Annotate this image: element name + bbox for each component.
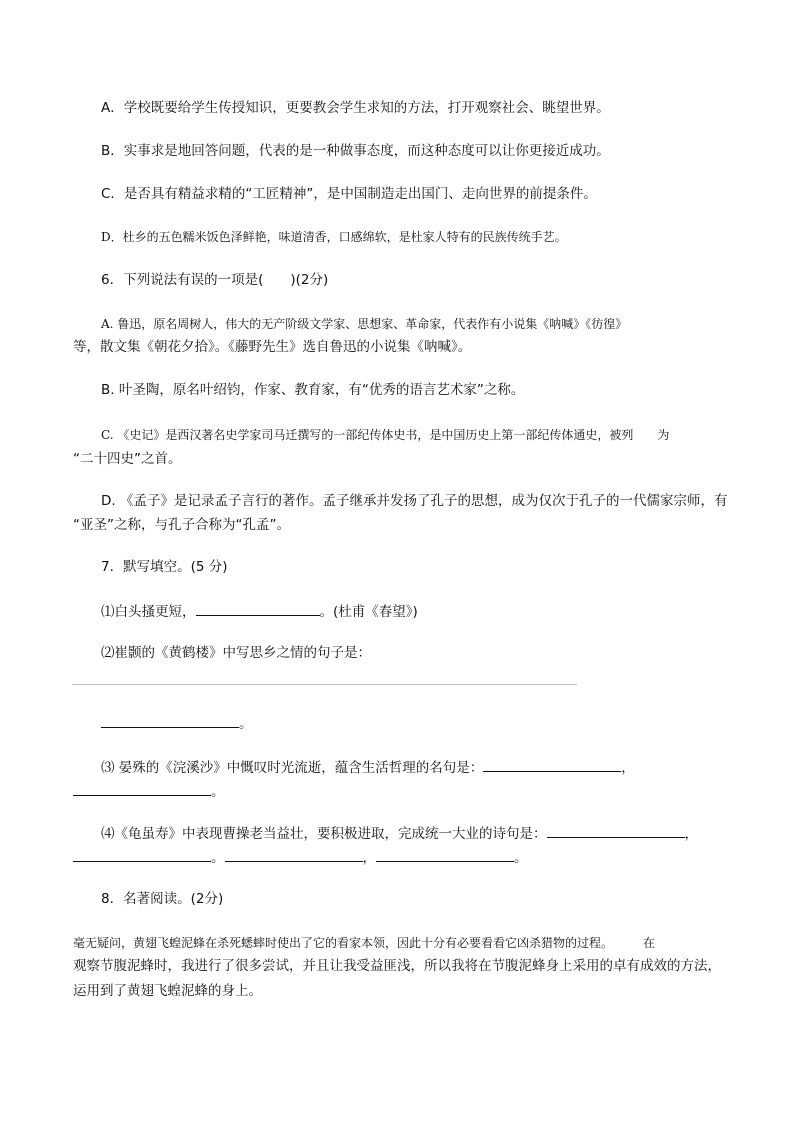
q6-option-d-line2: “亚圣”之称，与孔子合称为“孔孟”。 <box>73 517 290 533</box>
q7-part2-prompt: ⑵崔颢的《黄鹤楼》中写思乡之情的句子是： <box>101 645 371 661</box>
q7-part1-source: 。(杜甫《春望》) <box>319 604 418 620</box>
q7-part2-answer <box>101 713 253 733</box>
q7-part3-cont <box>73 781 225 801</box>
q7-part4-blank-1[interactable] <box>547 823 685 838</box>
q6-option-d-line1: D. 《孟子》是记录孟子言行的著作。孟子继承并发扬了孔子的思想，成为仅次于孔子的一代儒家宗师，有 <box>101 493 728 509</box>
q7-part2-end: 。 <box>239 716 253 732</box>
q7-part4 <box>101 823 698 843</box>
q7-part3 <box>101 757 635 777</box>
q7-part4-blank-3[interactable] <box>225 847 363 862</box>
q7-part3-prompt: ⑶ 晏殊的《浣溪沙》中慨叹时光流逝，蕴含生活哲理的名句是： <box>101 760 484 776</box>
q7-part4-blank-4[interactable] <box>376 847 514 862</box>
q8-passage-line2: 观察节腹泥蜂时，我进行了很多尝试，并且让我受益匪浅，所以我将在节腹泥蜂身上采用的卓有成效的方法， <box>73 958 721 974</box>
q5-option-d: D．杜乡的五色糯米饭色泽鲜艳，味道清香，口感绵软，是杜家人特有的民族传统手艺。 <box>101 230 567 244</box>
q5-option-c: C．是否具有精益求精的“工匠精神”，是中国制造走出国门、走向世界的前提条件。 <box>101 186 597 202</box>
q7-part1 <box>101 601 418 621</box>
q7-part4-comma2: ， <box>362 850 376 866</box>
answer-rule <box>72 684 577 685</box>
q7-part4-mid: 。 <box>211 850 225 866</box>
q6-option-a-line1: A. 鲁迅，原名周树人，伟大的无产阶级文学家、思想家、革命家，代表作有小说集《呐喊》《彷徨》 <box>101 317 628 331</box>
q6-option-a-line2: 等，散文集《朝花夕拾》。《藤野先生》选自鲁迅的小说集《呐喊》。 <box>73 339 472 355</box>
q7-part1-prompt: ⑴白头搔更短， <box>101 604 196 620</box>
q6-option-b: B. 叶圣陶，原名叶绍钧，作家、教育家，有“优秀的语言艺术家”之称。 <box>101 382 525 398</box>
q7-part4-blank-2[interactable] <box>73 847 211 862</box>
q5-option-b: B．实事求是地回答问题，代表的是一种做事态度，而这种态度可以让你更接近成功。 <box>101 143 610 159</box>
q7-part1-blank[interactable] <box>196 601 320 616</box>
q7-part3-comma: ， <box>621 760 635 776</box>
q8-passage-line3: 运用到了黄翅飞蝗泥蜂的身上。 <box>73 983 262 999</box>
q7-part3-end: 。 <box>211 784 225 800</box>
q7-part2-blank[interactable] <box>101 713 239 728</box>
q7-part3-blank-1[interactable] <box>483 757 621 772</box>
q6-stem: 6．下列说法有误的一项是( )(2分) <box>101 272 329 288</box>
q5-option-a: A．学校既要给学生传授知识，更要教会学生求知的方法，打开观察社会、眺望世界。 <box>101 100 610 116</box>
q7-part4-prompt: ⑷《龟虽寿》中表现曹操老当益壮，要积极进取，完成统一大业的诗句是： <box>101 826 547 842</box>
q7-part3-blank-2[interactable] <box>73 781 211 796</box>
q7-part4-cont <box>73 847 528 867</box>
q8-passage-line1: 毫无疑问，黄翅飞蝗泥蜂在杀死蟋蟀时使出了它的看家本领，因此十分有必要看看它凶杀猎物的过程。 在 <box>73 936 656 950</box>
q7-part4-end: 。 <box>514 850 528 866</box>
q6-option-c-line2: “二十四史”之首。 <box>73 451 182 467</box>
q7-part4-comma: ， <box>684 826 698 842</box>
q8-stem: 8．名著阅读。(2分) <box>101 891 224 907</box>
q7-stem: 7．默写填空。(5 分) <box>101 559 228 575</box>
q6-option-c-line1: C. 《史记》是西汉著名史学家司马迁撰写的一部纪传体史书，是中国历史上第一部纪传体通史，被列 为 <box>101 428 670 442</box>
